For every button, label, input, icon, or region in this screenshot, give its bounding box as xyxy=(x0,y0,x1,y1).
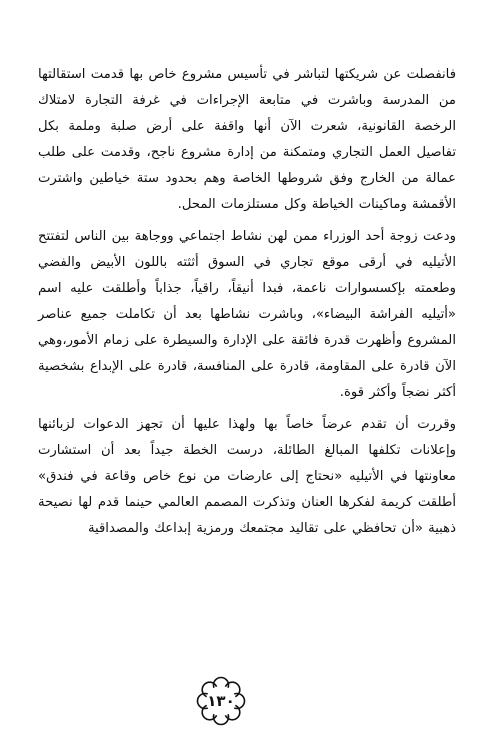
paragraph-3: وقررت أن تقدم عرضاً خاصاً بها ولهذا عليها أن تجهز الدعوات لزبائنها وإعلانات تكلفها المبالغ الطائلة، درست الخطة جيداً بعد أن استشارت معاونتها في الأتيليه «نحتاج إلى عارضات من نوع خاص وقاعة في فندق» أطلقت كريمة لفكرها العنان وتذكرت المصمم العالمي حينما قدم لها نصيحة ذهبية «أن تحافظي على تقاليد مجتمعك ورمزية إبداعك والمصداقية xyxy=(38,417,456,536)
page-body xyxy=(38,62,456,542)
page-number: ١٣٠ xyxy=(207,692,235,710)
paragraph-1: فانفصلت عن شريكتها لتباشر في تأسيس مشروع خاص بها قدمت استقالتها من المدرسة وباشرت في متابعة الإجراءات في غرفة التجارة لامتلاك الرخصة القانونية، شعرت الآن أنها واقفة على أرض صلبة وملمة بكل تفاصيل العمل التجاري ومتمكنة من إدارة مشروع ناجح، وقدمت على طلب عمالة من الخارج وفق شروطها الخاصة وهم بحدود ستة خياطين واشترت الأقمشة وماكينات الخياطة وكل مستلزمات المحل. xyxy=(38,67,456,212)
paragraph-2: ودعت زوجة أحد الوزراء ممن لهن نشاط اجتماعي ووجاهة بين الناس لتفتتح الأتيليه في أرقى موقع تجاري في السوق أثثته باللون الأبيض والفضي وطعمته بإكسسوارات ناعمة، فبدا أنيقاً، راقياً، جذاباً وأطلقت عليه اسم «أتيليه الفراشة البيضاء»، وباشرت نشاطها بعد أن تكاملت جميع عناصر المشروع وأظهرت قدرة فائقة على الإدارة والسيطرة على زمام الأمور،وهي الآن قادرة على المقاومة، قادرة على المنافسة، قادرة على الإبداع بشخصية أكثر نضجاً وأكثر قوة. xyxy=(38,229,456,400)
page-number-badge xyxy=(196,676,246,726)
